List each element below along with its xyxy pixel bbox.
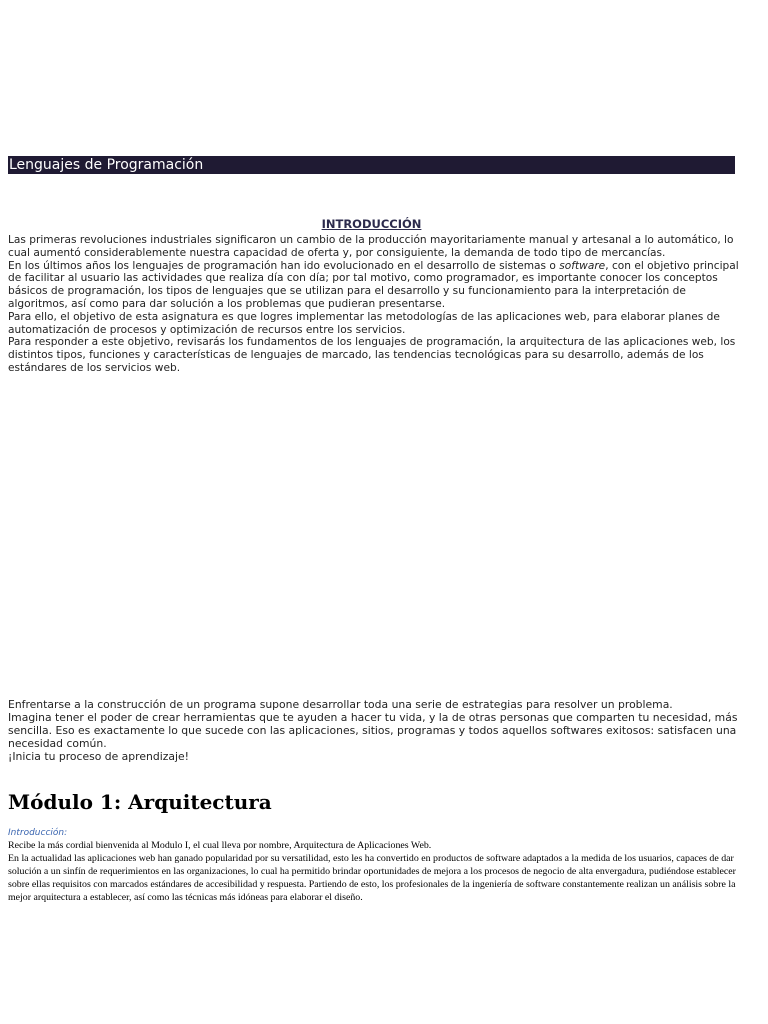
page-title-bar: [8, 156, 735, 174]
page-title: Lenguajes de Programación: [9, 157, 204, 173]
intro-paragraph-2-end: , con el objetivo principal de facilitar al usuario las actividades que realiza día con día; por tal motivo, como programador, es importante conocer los conceptos básicos de programación, los tipos de lenguajes que se utilizan para el desarrollo y su funcionamiento para la interpretación de algoritmos, así como para dar solución a los problemas que pudieran presentarse.: [8, 259, 739, 310]
intro-paragraph-1: Las primeras revoluciones industriales significaron un cambio de la producción mayoritariamente manual y artesanal a lo automático, lo cual aumentó considerablemente nuestra capacidad de oferta y, por consiguiente, la demanda de todo tipo de mercancías.: [8, 234, 734, 259]
module-section: [8, 840, 743, 905]
module-subtitle: Introducción:: [8, 828, 68, 838]
motivation-paragraph-2: Imagina tener el poder de crear herramientas que te ayuden a hacer tu vida, y la de otras personas que comparten tu necesidad, más sencilla. Eso es exactamente lo que sucede con las aplicaciones, sitios, programas y todos aquellos softwares exitosos: satisfacen una necesidad común.: [8, 710, 738, 750]
motivation-section: [8, 699, 740, 764]
intro-paragraph-2: [8, 260, 740, 311]
intro-heading: INTRODUCCIÓN: [321, 217, 422, 231]
module-title: Módulo 1: Arquitectura: [8, 790, 272, 814]
software-emphasis: software: [559, 259, 606, 272]
motivation-paragraph-1: Enfrentarse a la construcción de un programa supone desarrollar toda una serie de estrategias para resolver un problema.: [8, 698, 673, 711]
module-paragraph-2: En la actualidad las aplicaciones web han ganado popularidad por su versatilidad, esto les ha convertido en productos de software adaptados a la medida de los usuarios, capaces de dar solución a un sinfín de requerimientos en las organizaciones, lo cual ha permitido brindar oportunidades de mejora a los procesos de negocio de alta envergadura, pudiéndose establecer sobre ellas requisitos con marcados estándares de accesibilidad y respuesta. Partiendo de esto, los profesionales de la ingeniería de software constantemente realizan un análisis sobre la mejor arquitectura a establecer, así como las técnicas más idóneas para elaborar el diseño.: [8, 852, 736, 903]
intro-section: [8, 234, 740, 375]
intro-paragraph-2-start: En los últimos años los lenguajes de programación han ido evolucionado en el desarrollo de sistemas o: [8, 259, 560, 272]
intro-paragraph-4: Para responder a este objetivo, revisarás los fundamentos de los lenguajes de programación, la arquitectura de las aplicaciones web, los distintos tipos, funciones y características de lenguajes de marcado, las tendencias tecnológicas para su desarrollo, además de los estándares de los servicios web.: [8, 336, 736, 374]
intro-paragraph-3: Para ello, el objetivo de esta asignatura es que logres implementar las metodologías de las aplicaciones web, para elaborar planes de automatización de procesos y optimización de recursos entre los servicios.: [8, 310, 720, 336]
module-paragraph-1: Recibe la más cordial bienvenida al Modulo I, el cual lleva por nombre, Arquitectura de Aplicaciones Web.: [8, 840, 432, 851]
motivation-paragraph-3: ¡Inicia tu proceso de aprendizaje!: [8, 749, 189, 763]
